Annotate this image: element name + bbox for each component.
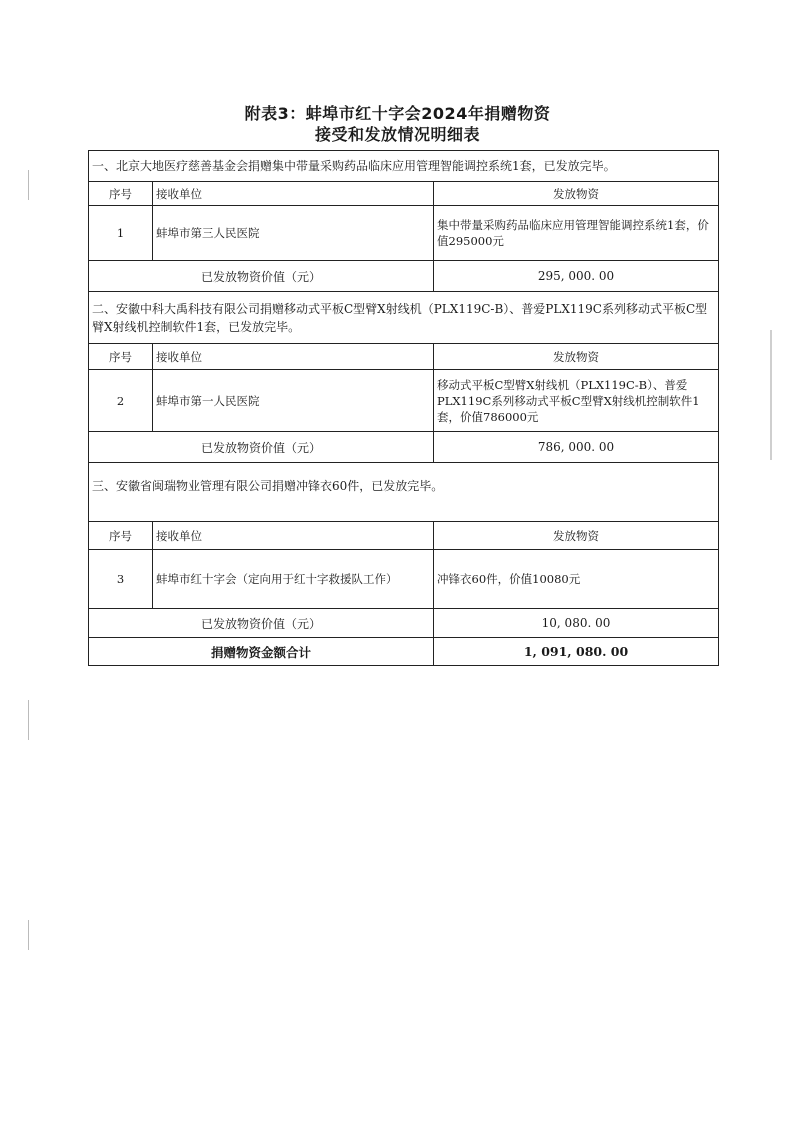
header-row — [89, 522, 719, 550]
document-title-line1: 附表3：蚌埠市红十字会2024年捐赠物资 — [244, 104, 551, 123]
scan-artifact — [28, 920, 29, 950]
subtotal-label: 已发放物资价值（元） — [89, 432, 434, 463]
document-title-line2: 接受和发放情况明细表 — [314, 125, 480, 144]
cell-seq: 3 — [89, 550, 153, 609]
cell-goods: 冲锋衣60件，价值10080元 — [434, 550, 719, 609]
cell-seq: 1 — [89, 206, 153, 261]
subtotal-row — [89, 432, 719, 463]
subtotal-label: 已发放物资价值（元） — [89, 261, 434, 292]
donation-table — [88, 150, 719, 666]
header-goods: 发放物资 — [434, 182, 719, 206]
cell-goods: 集中带量采购药品临床应用管理智能调控系统1套，价值295000元 — [434, 206, 719, 261]
section-heading: 二、安徽中科大禹科技有限公司捐赠移动式平板C型臂X射线机（PLX119C-B）、普爱PLX119C系列移动式平板C型臂X射线机控制软件1套，已发放完毕。 — [89, 292, 719, 344]
subtotal-value: 10, 080. 00 — [434, 609, 719, 638]
header-unit: 接收单位 — [153, 522, 434, 550]
subtotal-row — [89, 609, 719, 638]
scan-artifact — [770, 330, 772, 460]
cell-unit: 蚌埠市第一人民医院 — [153, 370, 434, 432]
header-seq: 序号 — [89, 182, 153, 206]
subtotal-label: 已发放物资价值（元） — [89, 609, 434, 638]
header-seq: 序号 — [89, 344, 153, 370]
cell-goods: 移动式平板C型臂X射线机（PLX119C-B）、普爱PLX119C系列移动式平板C型臂X射线机控制软件1套，价值786000元 — [434, 370, 719, 432]
table-row — [89, 206, 719, 261]
header-unit: 接收单位 — [153, 182, 434, 206]
header-row — [89, 182, 719, 206]
table-row — [89, 550, 719, 609]
scan-artifact — [28, 700, 29, 740]
section-heading: 一、北京大地医疗慈善基金会捐赠集中带量采购药品临床应用管理智能调控系统1套，已发放完毕。 — [89, 151, 719, 182]
cell-unit: 蚌埠市第三人民医院 — [153, 206, 434, 261]
section-heading: 三、安徽省闽瑞物业管理有限公司捐赠冲锋衣60件，已发放完毕。 — [89, 463, 719, 522]
scan-artifact — [28, 170, 29, 200]
subtotal-value: 786, 000. 00 — [434, 432, 719, 463]
header-seq: 序号 — [89, 522, 153, 550]
section-heading-row — [89, 151, 719, 182]
grand-total-value: 1, 091, 080. 00 — [434, 638, 719, 666]
subtotal-value: 295, 000. 00 — [434, 261, 719, 292]
cell-seq: 2 — [89, 370, 153, 432]
subtotal-row — [89, 261, 719, 292]
grand-total-label: 捐赠物资金额合计 — [89, 638, 434, 666]
table-row — [89, 370, 719, 432]
cell-unit: 蚌埠市红十字会（定向用于红十字救援队工作） — [153, 550, 434, 609]
header-unit: 接收单位 — [153, 344, 434, 370]
header-goods: 发放物资 — [434, 344, 719, 370]
header-goods: 发放物资 — [434, 522, 719, 550]
section-heading-row — [89, 292, 719, 344]
section-heading-row — [89, 463, 719, 522]
header-row — [89, 344, 719, 370]
grand-total-row — [89, 638, 719, 666]
